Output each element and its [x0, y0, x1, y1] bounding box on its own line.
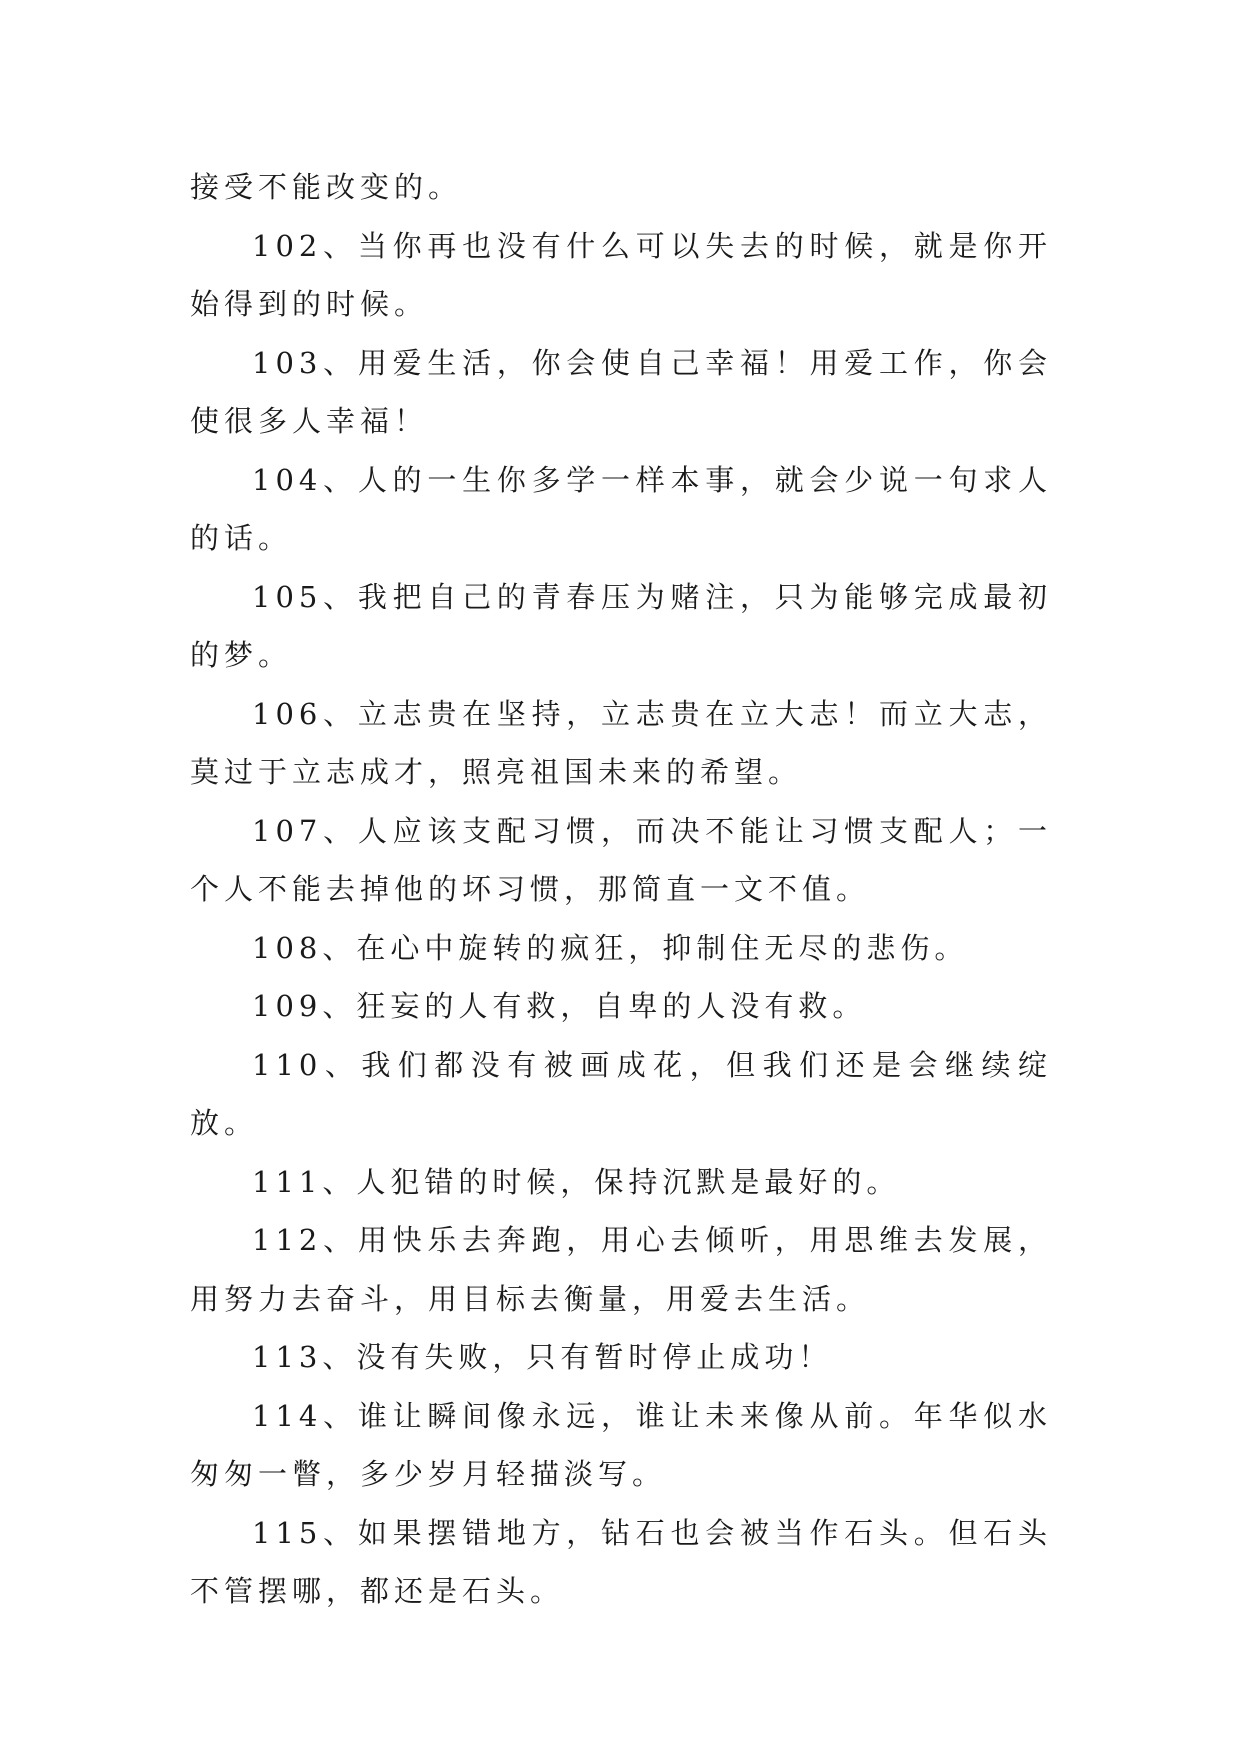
paragraph-102: 102、当你再也没有什么可以失去的时候，就是你开始得到的时候。	[190, 228, 1052, 321]
paragraph-108: 108、在心中旋转的疯狂，抑制住无尽的悲伤。	[252, 930, 969, 965]
paragraph-115: 115、如果摆错地方，钻石也会被当作石头。但石头不管摆哪，都还是石头。	[190, 1515, 1052, 1608]
paragraph-104: 104、人的一生你多学一样本事，就会少说一句求人的话。	[190, 462, 1052, 555]
paragraph-106: 106、立志贵在坚持，立志贵在立大志！而立大志，莫过于立志成才，照亮祖国未来的希望。	[190, 696, 1052, 789]
paragraph-101-continuation: 接受不能改变的。	[190, 170, 463, 204]
paragraph-103: 103、用爱生活，你会使自己幸福！用爱工作，你会使很多人幸福！	[190, 345, 1052, 438]
paragraph-107: 107、人应该支配习惯，而决不能让习惯支配人；一个人不能去掉他的坏习惯，那简直一文不值。	[190, 813, 1052, 906]
paragraph-114: 114、谁让瞬间像永远，谁让未来像从前。年华似水匆匆一瞥，多少岁月轻描淡写。	[190, 1398, 1052, 1491]
paragraph-109: 109、狂妄的人有救，自卑的人没有救。	[252, 989, 867, 1023]
document-body	[190, 158, 1052, 1621]
paragraph-105: 105、我把自己的青春压为赌注，只为能够完成最初的梦。	[190, 579, 1052, 672]
paragraph-112: 112、用快乐去奔跑，用心去倾听，用思维去发展，用努力去奋斗，用目标去衡量，用爱去生活。	[190, 1223, 1052, 1316]
paragraph-110: 110、我们都没有被画成花，但我们还是会继续绽放。	[190, 1047, 1052, 1140]
paragraph-113: 113、没有失败，只有暂时停止成功！	[252, 1340, 833, 1374]
paragraph-111: 111、人犯错的时候，保持沉默是最好的。	[252, 1164, 901, 1199]
